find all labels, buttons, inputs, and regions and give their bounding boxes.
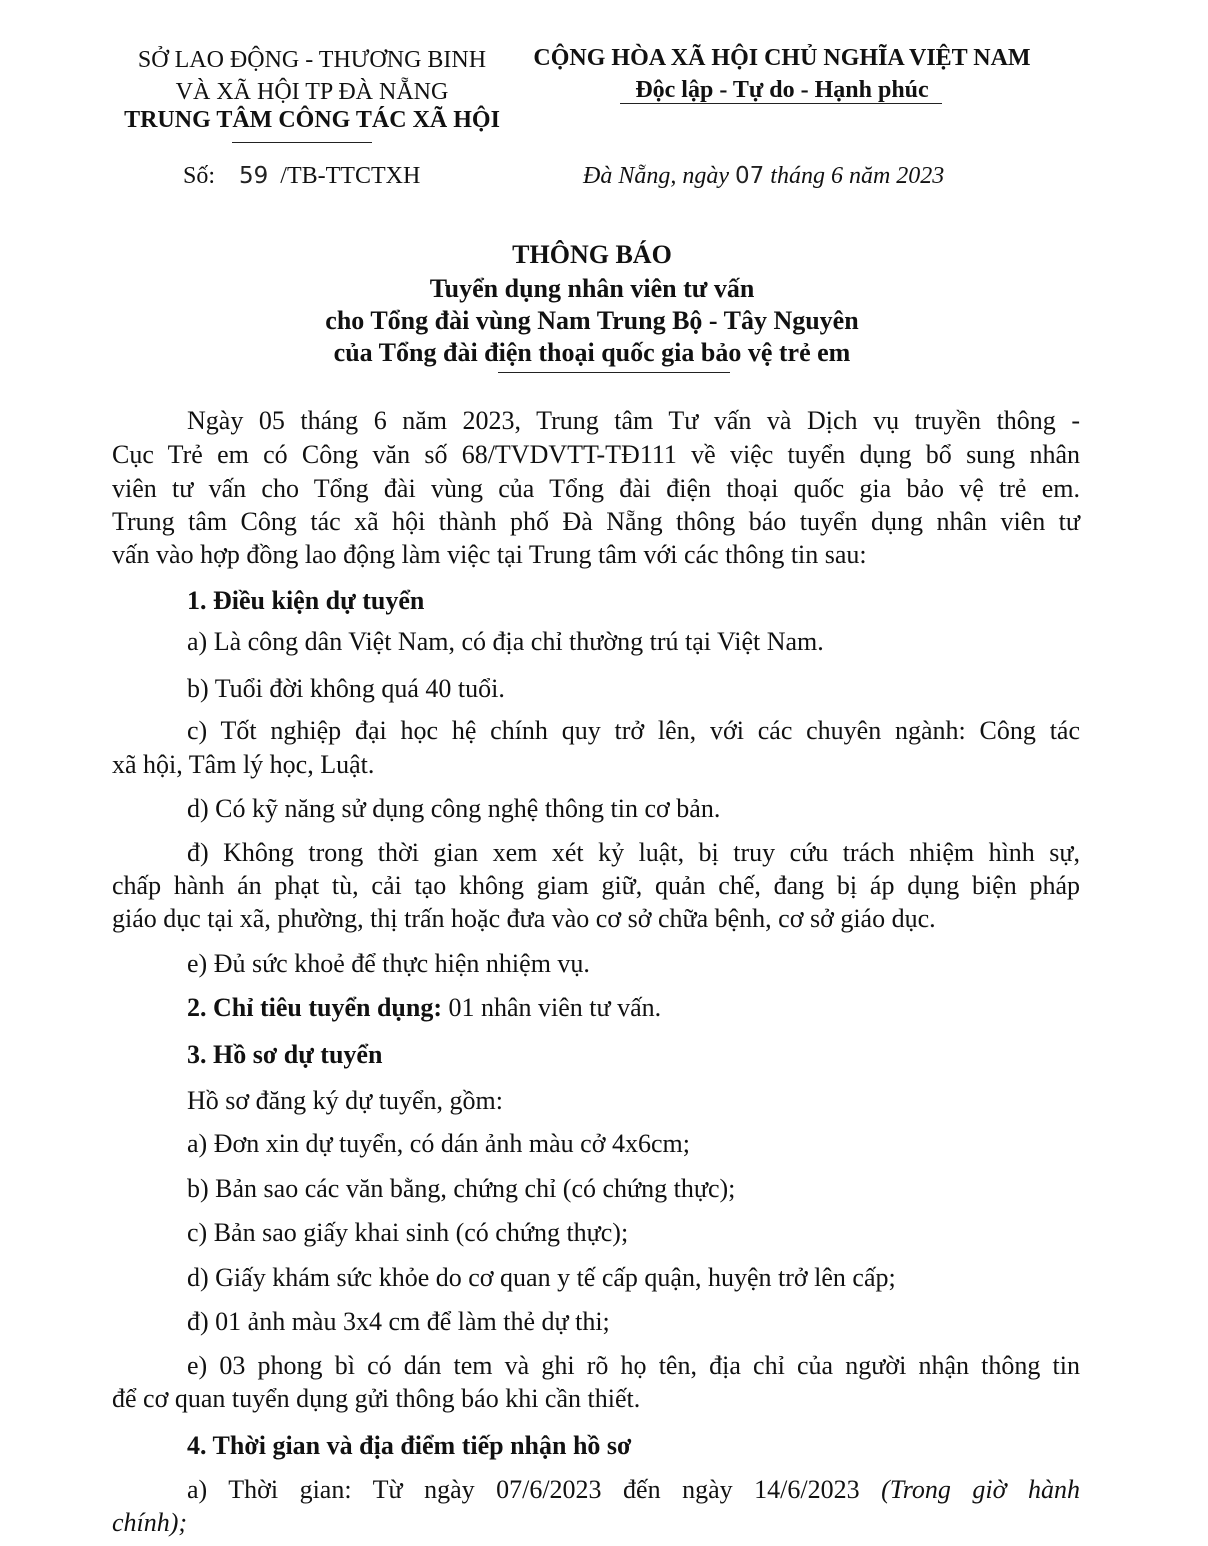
title-underline bbox=[498, 372, 730, 373]
intro-line-2: Cục Trẻ em có Công văn số 68/TVDVTT-TĐ111 về việc tuyển dụng bổ sung nhân bbox=[112, 440, 1080, 469]
section-1-item-dd-line-1: đ) Không trong thời gian xem xét kỷ luật, bị truy cứu trách nhiệm hình sự, bbox=[187, 838, 1080, 867]
national-title: CỘNG HÒA XÃ HỘI CHỦ NGHĨA VIỆT NAM bbox=[533, 45, 1031, 71]
doc-subtitle-1: Tuyển dụng nhân viên tư vấn bbox=[429, 274, 755, 303]
section-3-item-d: d) Giấy khám sức khỏe do cơ quan y tế cấp quận, huyện trở lên cấp; bbox=[187, 1263, 896, 1292]
section-1-item-c-line-2: xã hội, Tâm lý học, Luật. bbox=[112, 750, 375, 779]
section-3-item-a: a) Đơn xin dự tuyển, có dán ảnh màu cở 4x6cm; bbox=[187, 1129, 690, 1158]
section-3-item-dd: đ) 01 ảnh màu 3x4 cm để làm thẻ dự thi; bbox=[187, 1307, 610, 1336]
section-3-item-c: c) Bản sao giấy khai sinh (có chứng thực); bbox=[187, 1218, 629, 1247]
intro-line-5: vấn vào hợp đồng lao động làm việc tại Trung tâm với các thông tin sau: bbox=[112, 540, 867, 569]
intro-line-3: viên tư vấn cho Tổng đài vùng của Tổng đài điện thoại quốc gia bảo vệ trẻ em. bbox=[112, 474, 1080, 503]
agency-line-2: VÀ XÃ HỘI TP ĐÀ NẴNG bbox=[175, 79, 449, 105]
document-number bbox=[183, 160, 420, 192]
number-handwritten: 59 bbox=[239, 163, 269, 189]
number-suffix: /TB-TTCTXH bbox=[280, 163, 421, 189]
section-3-item-e-line-1: e) 03 phong bì có dán tem và ghi rõ họ tên, địa chỉ của người nhận thông tin bbox=[187, 1351, 1080, 1380]
section-1-item-e: e) Đủ sức khoẻ để thực hiện nhiệm vụ. bbox=[187, 949, 590, 978]
section-4-item-a-text: a) Thời gian: Từ ngày 07/6/2023 đến ngày 14/6/2023 bbox=[187, 1475, 860, 1504]
national-motto: Độc lập - Tự do - Hạnh phúc bbox=[635, 77, 929, 103]
section-3-item-b: b) Bản sao các văn bằng, chứng chỉ (có chứng thực); bbox=[187, 1174, 736, 1203]
number-label: Số: bbox=[183, 163, 216, 189]
section-4-item-a-line-1 bbox=[187, 1473, 1080, 1506]
section-1-item-dd-line-2: chấp hành án phạt tù, cải tạo không giam giữ, quản chế, đang bị áp dụng biện pháp bbox=[112, 871, 1080, 900]
section-3-heading: 3. Hồ sơ dự tuyển bbox=[187, 1040, 383, 1069]
motto-underline bbox=[620, 103, 942, 104]
date-suffix: tháng 6 năm 2023 bbox=[770, 163, 945, 189]
section-1-item-a: a) Là công dân Việt Nam, có địa chỉ thường trú tại Việt Nam. bbox=[187, 627, 824, 656]
section-4-item-a-italic-2: chính); bbox=[112, 1508, 188, 1537]
date-day-handwritten: 07 bbox=[735, 163, 765, 189]
section-1-item-b: b) Tuổi đời không quá 40 tuổi. bbox=[187, 674, 505, 703]
section-1-item-c-line-1: c) Tốt nghiệp đại học hệ chính quy trở lên, với các chuyên ngành: Công tác bbox=[187, 716, 1080, 745]
agency-underline bbox=[232, 142, 372, 143]
intro-line-4: Trung tâm Công tác xã hội thành phố Đà Nẵng thông báo tuyển dụng nhân viên tư bbox=[112, 507, 1080, 536]
section-2 bbox=[187, 991, 661, 1024]
doc-title: THÔNG BÁO bbox=[512, 240, 672, 269]
section-1-item-d: d) Có kỹ năng sử dụng công nghệ thông tin cơ bản. bbox=[187, 794, 721, 823]
date-prefix: Đà Nẵng, ngày bbox=[583, 163, 729, 189]
section-4-item-a-line-2 bbox=[112, 1506, 187, 1539]
agency-line-1: SỞ LAO ĐỘNG - THƯƠNG BINH bbox=[137, 47, 487, 73]
section-4-item-a-italic: (Trong giờ hành bbox=[881, 1475, 1081, 1504]
agency-line-3: TRUNG TÂM CÔNG TÁC XÃ HỘI bbox=[124, 107, 500, 133]
section-2-text: 01 nhân viên tư vấn. bbox=[442, 993, 662, 1022]
section-2-heading: 2. Chỉ tiêu tuyển dụng: bbox=[187, 993, 442, 1022]
section-3-item-e-line-2: để cơ quan tuyển dụng gửi thông báo khi cần thiết. bbox=[112, 1384, 641, 1413]
intro-line-1: Ngày 05 tháng 6 năm 2023, Trung tâm Tư vấn và Dịch vụ truyền thông - bbox=[187, 406, 1080, 435]
doc-subtitle-2: cho Tổng đài vùng Nam Trung Bộ - Tây Nguyên bbox=[325, 306, 859, 335]
section-1-heading: 1. Điều kiện dự tuyển bbox=[187, 586, 425, 615]
section-4-heading: 4. Thời gian và địa điểm tiếp nhận hồ sơ bbox=[187, 1431, 632, 1460]
doc-subtitle-3: của Tổng đài điện thoại quốc gia bảo vệ trẻ em bbox=[333, 338, 851, 367]
document-date bbox=[583, 160, 944, 192]
section-1-item-dd-line-3: giáo dục tại xã, phường, thị trấn hoặc đưa vào cơ sở chữa bệnh, cơ sở giáo dục. bbox=[112, 904, 936, 933]
section-3-intro: Hồ sơ đăng ký dự tuyển, gồm: bbox=[187, 1086, 503, 1115]
